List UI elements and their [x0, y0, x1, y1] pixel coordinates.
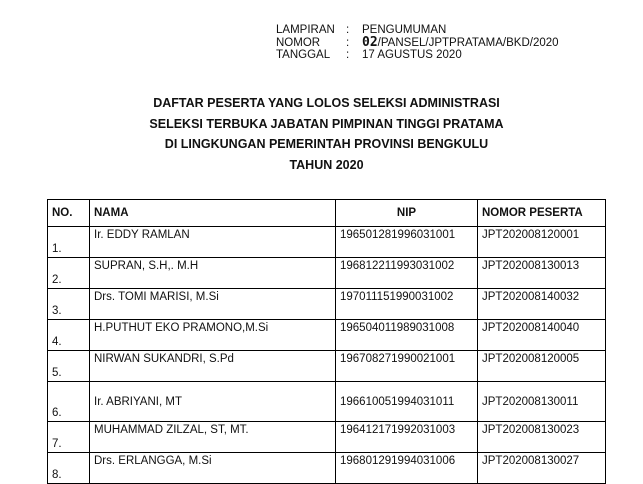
table-row	[48, 422, 606, 453]
header-no: NO.	[48, 200, 90, 227]
nomor-handwritten: 02	[362, 34, 378, 50]
tanggal-value: 17 AGUSTUS 2020	[362, 49, 462, 61]
table-row	[48, 382, 606, 422]
separator: :	[346, 24, 350, 36]
table-row	[48, 289, 606, 320]
cell-nama: SUPRAN, S.H,. M.H	[90, 258, 336, 289]
cell-nomor-peserta: JPT202008130023	[478, 422, 606, 453]
cell-no: 1.	[48, 227, 90, 258]
cell-nip: 196610051994031011	[336, 382, 478, 422]
cell-nip: 196801291994031006	[336, 453, 478, 484]
meta-lampiran-row	[276, 24, 559, 37]
nomor-value-group	[362, 34, 559, 50]
header-nomor-peserta: NOMOR PESERTA	[478, 200, 606, 227]
cell-nomor-peserta: JPT202008120001	[478, 227, 606, 258]
cell-nip: 196504011989031008	[336, 320, 478, 351]
cell-no: 5.	[48, 351, 90, 382]
cell-no: 2.	[48, 258, 90, 289]
table-row	[48, 227, 606, 258]
cell-no: 6.	[48, 382, 90, 422]
participants-table	[47, 199, 606, 484]
table-header-row	[48, 200, 606, 227]
table-row	[48, 320, 606, 351]
cell-nama: MUHAMMAD ZILZAL, ST, MT.	[90, 422, 336, 453]
title-line-1: DAFTAR PESERTA YANG LOLOS SELEKSI ADMINISTRASI	[153, 96, 500, 110]
cell-nip: 196501281996031001	[336, 227, 478, 258]
lampiran-label: LAMPIRAN	[276, 24, 335, 36]
tanggal-label: TANGGAL	[276, 49, 331, 61]
title-line-4: TAHUN 2020	[289, 157, 364, 172]
meta-tanggal-row	[276, 49, 559, 62]
cell-nama: NIRWAN SUKANDRI, S.Pd	[90, 351, 336, 382]
cell-nomor-peserta: JPT202008140040	[478, 320, 606, 351]
cell-no: 8.	[48, 453, 90, 484]
cell-nomor-peserta: JPT202008130011	[478, 382, 606, 422]
cell-nip: 197011151990031002	[336, 289, 478, 320]
cell-nama: Ir. EDDY RAMLAN	[90, 227, 336, 258]
cell-nip: 196812211993031002	[336, 258, 478, 289]
title-line-2: SELEKSI TERBUKA JABATAN PIMPINAN TINGGI PRATAMA	[149, 116, 504, 131]
header-nip: NIP	[336, 200, 478, 227]
cell-nip: 196412171992031003	[336, 422, 478, 453]
cell-nomor-peserta: JPT202008130013	[478, 258, 606, 289]
cell-nomor-peserta: JPT202008130027	[478, 453, 606, 484]
cell-nip: 196708271990021001	[336, 351, 478, 382]
cell-nomor-peserta: JPT202008120005	[478, 351, 606, 382]
cell-no: 4.	[48, 320, 90, 351]
cell-no: 3.	[48, 289, 90, 320]
document-meta	[276, 24, 559, 62]
table-row	[48, 351, 606, 382]
meta-nomor-row	[276, 34, 559, 50]
table-row	[48, 453, 606, 484]
cell-nomor-peserta: JPT202008140032	[478, 289, 606, 320]
cell-no: 7.	[48, 422, 90, 453]
header-nama: NAMA	[90, 200, 336, 227]
cell-nama: H.PUTHUT EKO PRAMONO,M.Si	[90, 320, 336, 351]
title-line-3: DI LINGKUNGAN PEMERINTAH PROVINSI BENGKULU	[164, 137, 489, 151]
cell-nama: Drs. TOMI MARISI, M.Si	[90, 289, 336, 320]
separator: :	[346, 49, 350, 61]
document-title	[0, 93, 643, 175]
table-row	[48, 258, 606, 289]
cell-nama: Drs. ERLANGGA, M.Si	[90, 453, 336, 484]
nomor-label: NOMOR	[276, 36, 321, 49]
nomor-value: /PANSEL/JPTPRATAMA/BKD/2020	[377, 36, 559, 49]
lampiran-value: PENGUMUMAN	[362, 24, 447, 36]
separator: :	[346, 36, 350, 49]
cell-nama: Ir. ABRIYANI, MT	[90, 382, 336, 422]
